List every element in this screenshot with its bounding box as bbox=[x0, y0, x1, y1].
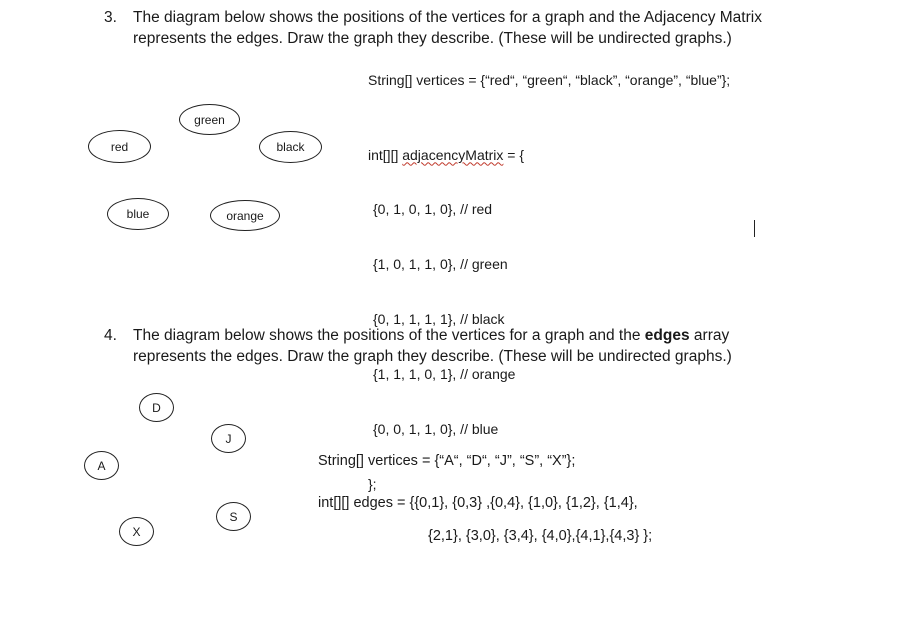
vertex-blue: blue bbox=[107, 198, 169, 230]
matrix-row-red: {0, 1, 0, 1, 0}, // red bbox=[373, 201, 493, 218]
q4-edges-line-1: int[][] edges = {{0,1}, {0,3} ,{0,4}, {1,0}, {1,2}, {1,4}, bbox=[318, 495, 638, 511]
q3-vertices-code: String[] vertices = {“red“, “green“, “black”, “orange”, “blue”}; bbox=[368, 72, 731, 88]
q3-matrix-code bbox=[368, 109, 524, 512]
question-3-line-1: The diagram below shows the positions of the vertices for a graph and the Adjacency Matrix bbox=[133, 9, 762, 26]
vertex-J: J bbox=[211, 424, 246, 453]
matrix-name: adjacencyMatrix bbox=[402, 146, 504, 163]
matrix-row-blue: {0, 0, 1, 1, 0}, // blue bbox=[373, 421, 499, 438]
question-3-number: 3. bbox=[104, 9, 117, 26]
matrix-row-green: {1, 0, 1, 1, 0}, // green bbox=[373, 256, 508, 273]
text-cursor bbox=[754, 220, 755, 237]
question-4-line-1: The diagram below shows the positions of the vertices for a graph and the edges array bbox=[133, 327, 730, 344]
question-3-line-2: represents the edges. Draw the graph they describe. (These will be undirected graphs.) bbox=[133, 30, 732, 47]
vertex-D: D bbox=[139, 393, 174, 422]
matrix-declaration: int[][] adjacencyMatrix = { bbox=[368, 146, 525, 163]
matrix-row-black: {0, 1, 1, 1, 1}, // black bbox=[373, 311, 505, 328]
vertex-orange: orange bbox=[210, 200, 280, 231]
vertex-red: red bbox=[88, 130, 151, 163]
vertex-S: S bbox=[216, 502, 251, 531]
vertex-green: green bbox=[179, 104, 240, 135]
q4-vertices-code: String[] vertices = {“A“, “D“, “J”, “S”, “X”}; bbox=[318, 453, 576, 469]
q4-edges-line-2: {2,1}, {3,0}, {3,4}, {4,0},{4,1},{4,3} }; bbox=[428, 528, 653, 544]
matrix-close: }; bbox=[368, 475, 377, 492]
edges-keyword: edges bbox=[644, 327, 690, 344]
vertex-X: X bbox=[119, 517, 154, 546]
question-4-line-2: represents the edges. Draw the graph they describe. (These will be undirected graphs.) bbox=[133, 348, 732, 365]
question-4-number: 4. bbox=[104, 327, 117, 344]
vertex-black: black bbox=[259, 131, 322, 163]
vertex-A: A bbox=[84, 451, 119, 480]
matrix-row-orange: {1, 1, 1, 0, 1}, // orange bbox=[373, 366, 516, 383]
